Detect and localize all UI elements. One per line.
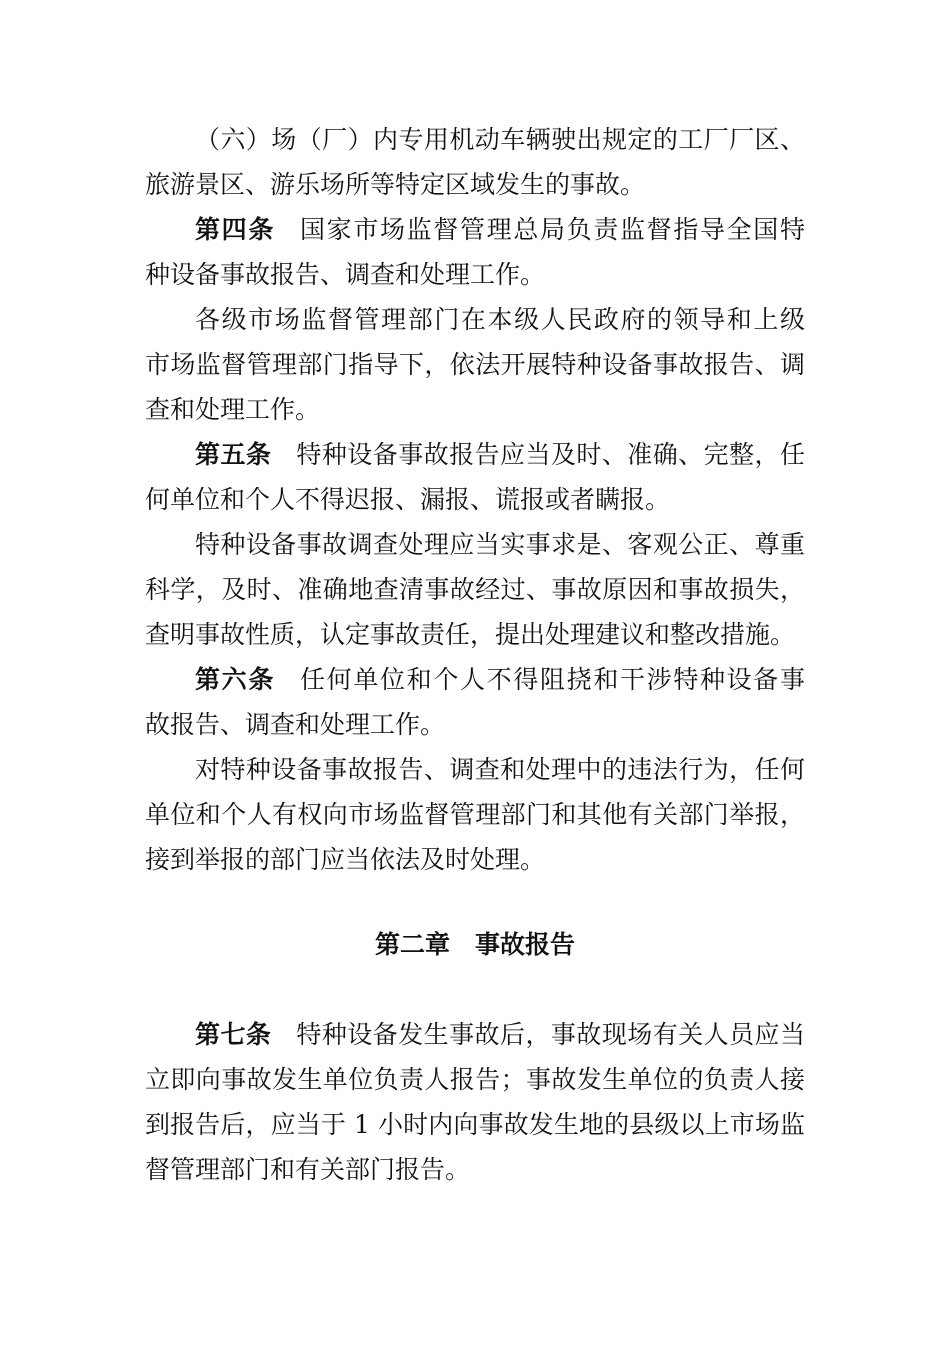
- text-line: 特种设备事故调查处理应当实事求是、客观公正、尊重: [195, 530, 805, 559]
- text-line: （六）场（厂）内专用机动车辆驶出规定的工厂厂区、: [195, 125, 805, 154]
- article-text: 任何单位和个人不得阻挠和干涉特种设备事: [300, 665, 805, 694]
- document-body: [145, 117, 805, 1192]
- text-line: 种设备事故报告、调查和处理工作。: [145, 260, 546, 289]
- text-line: 旅游景区、游乐场所等特定区域发生的事故。: [145, 170, 646, 199]
- chapter-title: 事故报告: [475, 930, 576, 959]
- text-line: 查明事故性质，认定事故责任，提出处理建议和整改措施。: [145, 620, 796, 649]
- article-text: 特种设备事故报告应当及时、准确、完整，任: [296, 440, 805, 469]
- article-4: [145, 207, 805, 297]
- text-line: [145, 657, 805, 702]
- text-line: 立即向事故发生单位负责人报告；事故发生单位的负责人接: [145, 1065, 805, 1094]
- chapter-heading: [145, 922, 805, 967]
- text-line: 督管理部门和有关部门报告。: [145, 1155, 471, 1184]
- text-line: 到报告后，应当于 1 小时内向事故发生地的县级以上市场监: [145, 1110, 805, 1139]
- text-line: 接到举报的部门应当依法及时处理。: [145, 845, 546, 874]
- article-text: 特种设备发生事故后，事故现场有关人员应当: [296, 1020, 805, 1049]
- article-7: [145, 1012, 805, 1192]
- text-line: 查和处理工作。: [145, 395, 321, 424]
- text-line: 各级市场监督管理部门在本级人民政府的领导和上级: [195, 305, 805, 334]
- article-4-paragraph-2: [145, 297, 805, 432]
- article-5: [145, 432, 805, 522]
- text-line: [145, 207, 805, 252]
- article-6: [145, 657, 805, 747]
- text-line: 单位和个人有权向市场监督管理部门和其他有关部门举报，: [145, 800, 805, 829]
- article-5-paragraph-2: [145, 522, 805, 657]
- text-line: 市场监督管理部门指导下，依法开展特种设备事故报告、调: [145, 350, 805, 379]
- text-line: [145, 1012, 805, 1057]
- text-line: 故报告、调查和处理工作。: [145, 710, 446, 739]
- article-label: 第六条: [195, 665, 275, 694]
- text-line: 科学，及时、准确地查清事故经过、事故原因和事故损失，: [145, 575, 805, 604]
- chapter-label: 第二章: [374, 930, 450, 959]
- article-text: 国家市场监督管理总局负责监督指导全国特: [300, 215, 805, 244]
- article-6-paragraph-2: [145, 747, 805, 882]
- article-label: 第五条: [195, 440, 272, 469]
- article-label: 第七条: [195, 1020, 272, 1049]
- text-line: [145, 432, 805, 477]
- article-label: 第四条: [195, 215, 275, 244]
- text-line: 对特种设备事故报告、调查和处理中的违法行为，任何: [195, 755, 805, 784]
- paragraph-item-6: [145, 117, 805, 207]
- text-line: 何单位和个人不得迟报、漏报、谎报或者瞒报。: [145, 485, 671, 514]
